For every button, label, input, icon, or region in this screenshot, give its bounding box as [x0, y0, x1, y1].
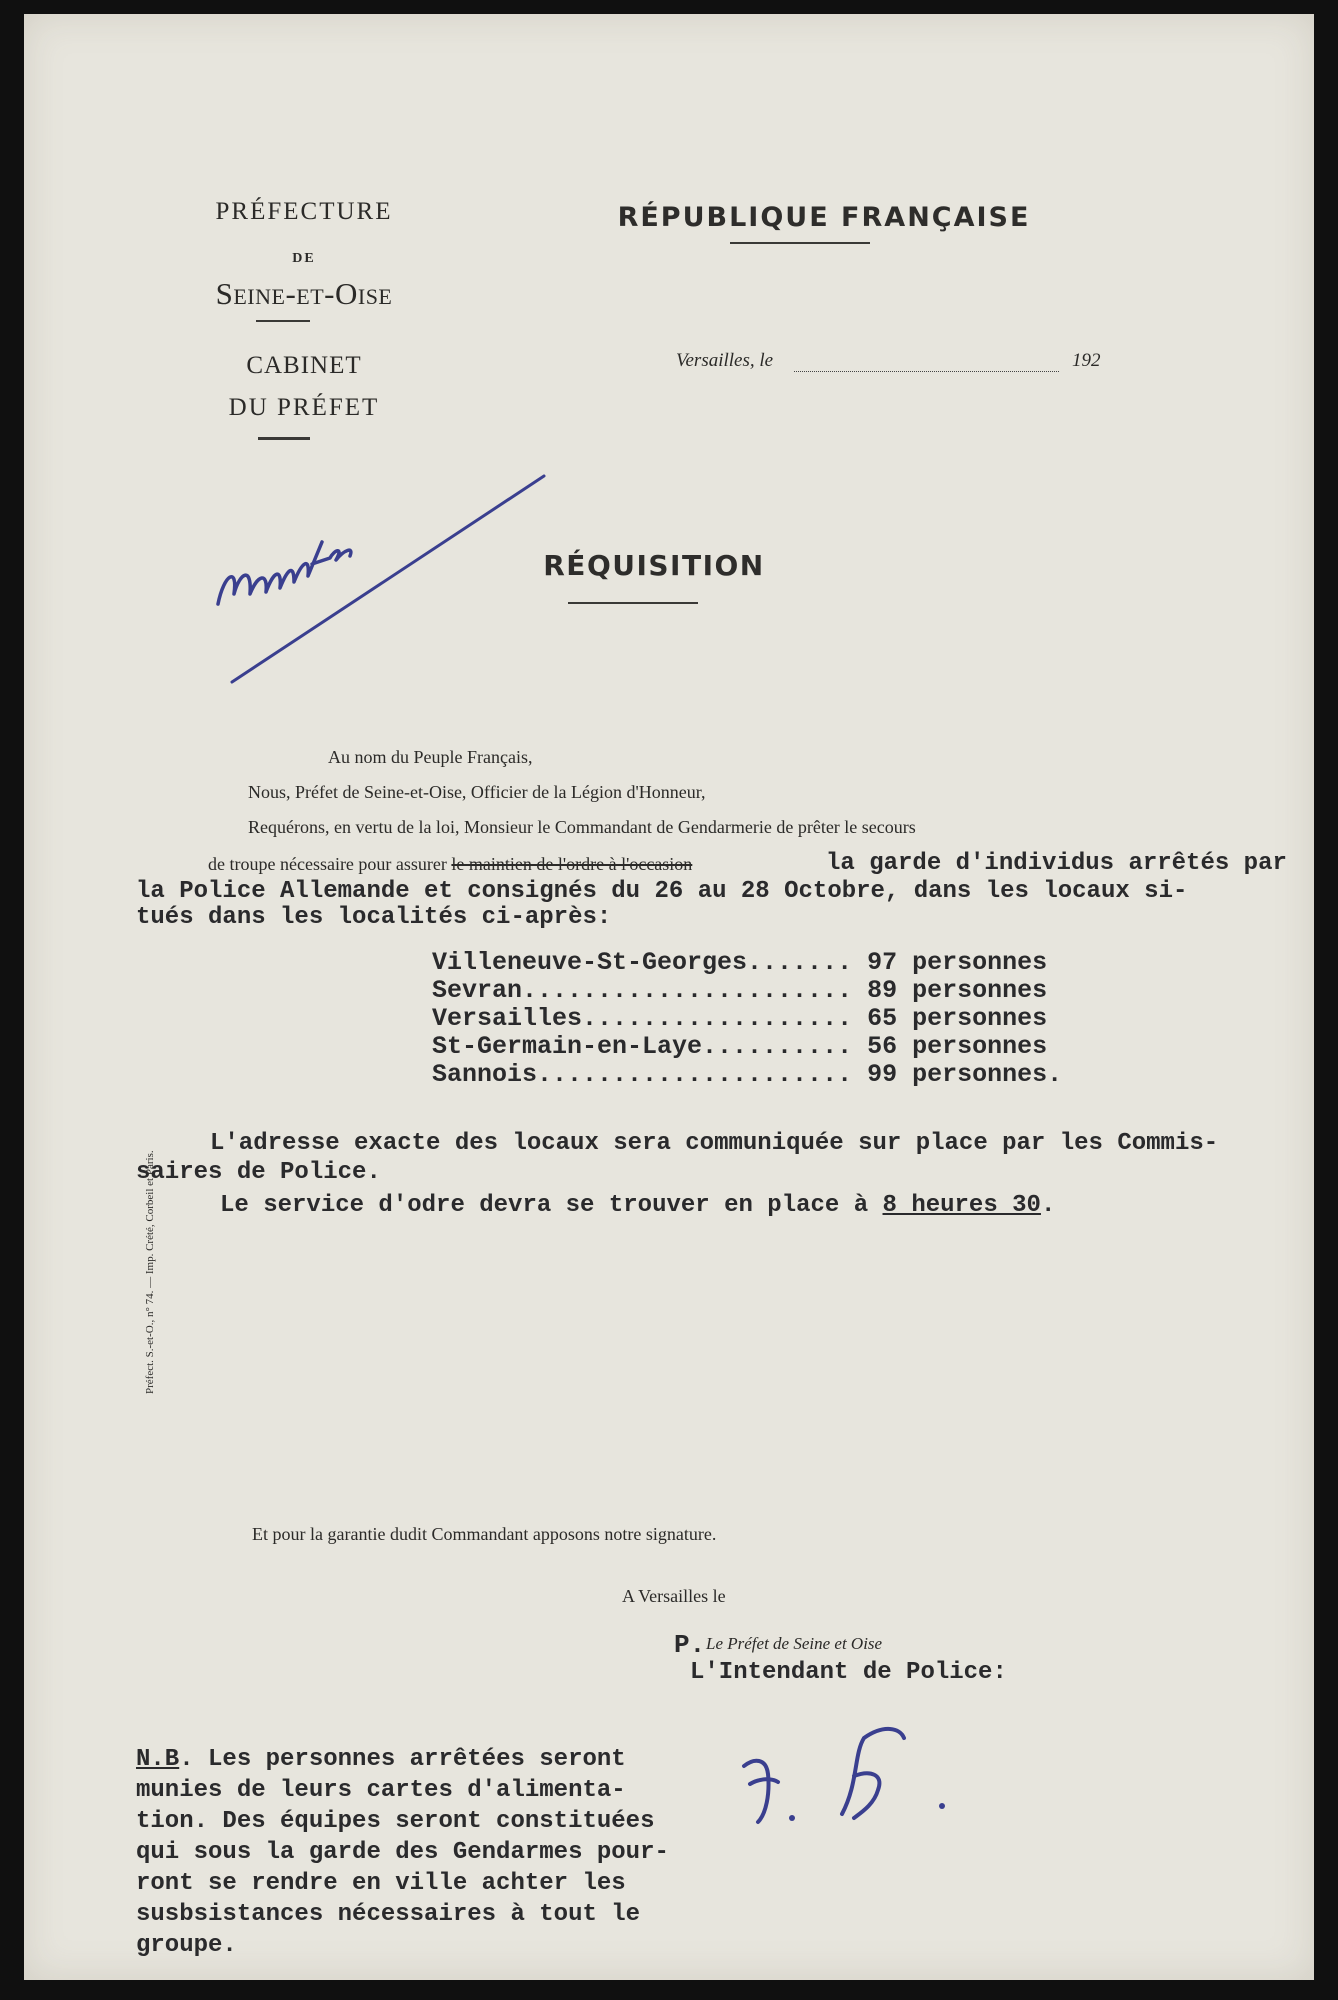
- handwriting-stroke: [218, 542, 351, 604]
- location-count: 56 personnes: [867, 1032, 1048, 1061]
- signature-dot: [939, 1803, 945, 1809]
- nb-text: . Les personnes arrêtées seront munies de leurs cartes d'alimenta- tion. Des équipes seront constituées qui sous la garde des Gendarmes pour- ront se rendre en ville achter les susbsistances nécessaires à tout le groupe.: [136, 1746, 669, 1959]
- cabinet-prefet-label: DU PRÉFET: [228, 394, 380, 421]
- signature-stroke: [744, 1729, 904, 1822]
- prefet-label: Le Préfet de Seine et Oise: [706, 1634, 883, 1653]
- divider: [256, 320, 310, 322]
- place-date-label: Versailles, le: [676, 350, 774, 371]
- body-paragraph-1: Au nom du Peuple Français,: [328, 747, 533, 767]
- nb-note: [136, 1744, 669, 1961]
- address-line-2: saires de Police.: [136, 1159, 381, 1186]
- location-count: 65 personnes: [867, 1004, 1048, 1033]
- struck-text: le maintien de l'ordre à l'occasion: [451, 854, 693, 874]
- body-paragraph-4: [208, 854, 692, 875]
- nb-label: N.B: [136, 1746, 180, 1773]
- location-row: [432, 1032, 1047, 1061]
- intendant-label: L'Intendant de Police:: [690, 1659, 1007, 1686]
- location-count: 97 personnes: [867, 948, 1048, 977]
- service-time: 8 heures 30: [882, 1192, 1041, 1219]
- location-row: [432, 1004, 1047, 1033]
- printer-mark: Préfect. S.-et-O., n° 74. — Imp. Crété, Corbeil et Paris.: [144, 1150, 156, 1394]
- service-end: .: [1040, 1192, 1056, 1219]
- location-row: [432, 948, 1047, 977]
- typed-line-2: la Police Allemande et consignés du 26 au 28 Octobre, dans les locaux si-: [136, 878, 1188, 905]
- prefecture-label: PRÉFECTURE: [215, 198, 393, 225]
- divider: [730, 242, 870, 244]
- divider: [568, 602, 698, 604]
- typed-line-1: la garde d'individus arrêtés par: [826, 850, 1287, 877]
- body-paragraph-3: Requérons, en vertu de la loi, Monsieur le Commandant de Gendarmerie de prêter le secours: [248, 817, 916, 837]
- service-line: [220, 1192, 1055, 1219]
- signature-initials: [714, 1714, 964, 1844]
- document-page: [24, 14, 1314, 1980]
- divider: [258, 437, 310, 440]
- address-line-1: L'adresse exacte des locaux sera communiquée sur place par les Commis-: [210, 1130, 1219, 1157]
- date-blank-line: [794, 371, 1059, 373]
- republic-heading: RÉPUBLIQUE FRANÇAISE: [617, 202, 1031, 233]
- location-row: [432, 976, 1047, 1005]
- location-count: 99 personnes.: [867, 1060, 1063, 1089]
- location-name: Villeneuve-St-Georges.......: [432, 948, 853, 977]
- document-title: RÉQUISITION: [543, 549, 765, 582]
- location-name: St-Germain-en-Laye..........: [432, 1032, 853, 1061]
- year-label: 192: [1072, 350, 1101, 371]
- p-letter: P.: [674, 1630, 706, 1660]
- location-row: [432, 1060, 1062, 1089]
- location-name: Sevran......................: [432, 976, 853, 1005]
- location-name: Versailles..................: [432, 1004, 853, 1033]
- location-name: Sannois.....................: [432, 1060, 853, 1089]
- body-p4-start: de troupe nécessaire pour assurer: [208, 854, 447, 874]
- service-start: Le service d'odre devra se trouver en place à: [220, 1192, 869, 1219]
- guarantee-line: Et pour la garantie dudit Commandant apposons notre signature.: [252, 1524, 717, 1544]
- place-line: A Versailles le: [622, 1586, 726, 1606]
- cabinet-label: CABINET: [246, 352, 362, 379]
- prefecture-department: Seine-et-Oise: [215, 276, 393, 311]
- typed-line-3: tués dans les localités ci-après:: [136, 904, 612, 931]
- location-count: 89 personnes: [867, 976, 1048, 1005]
- prefecture-de: DE: [292, 251, 316, 266]
- signature-dot: [789, 1815, 795, 1821]
- body-paragraph-2: Nous, Préfet de Seine-et-Oise, Officier de la Légion d'Honneur,: [248, 782, 706, 802]
